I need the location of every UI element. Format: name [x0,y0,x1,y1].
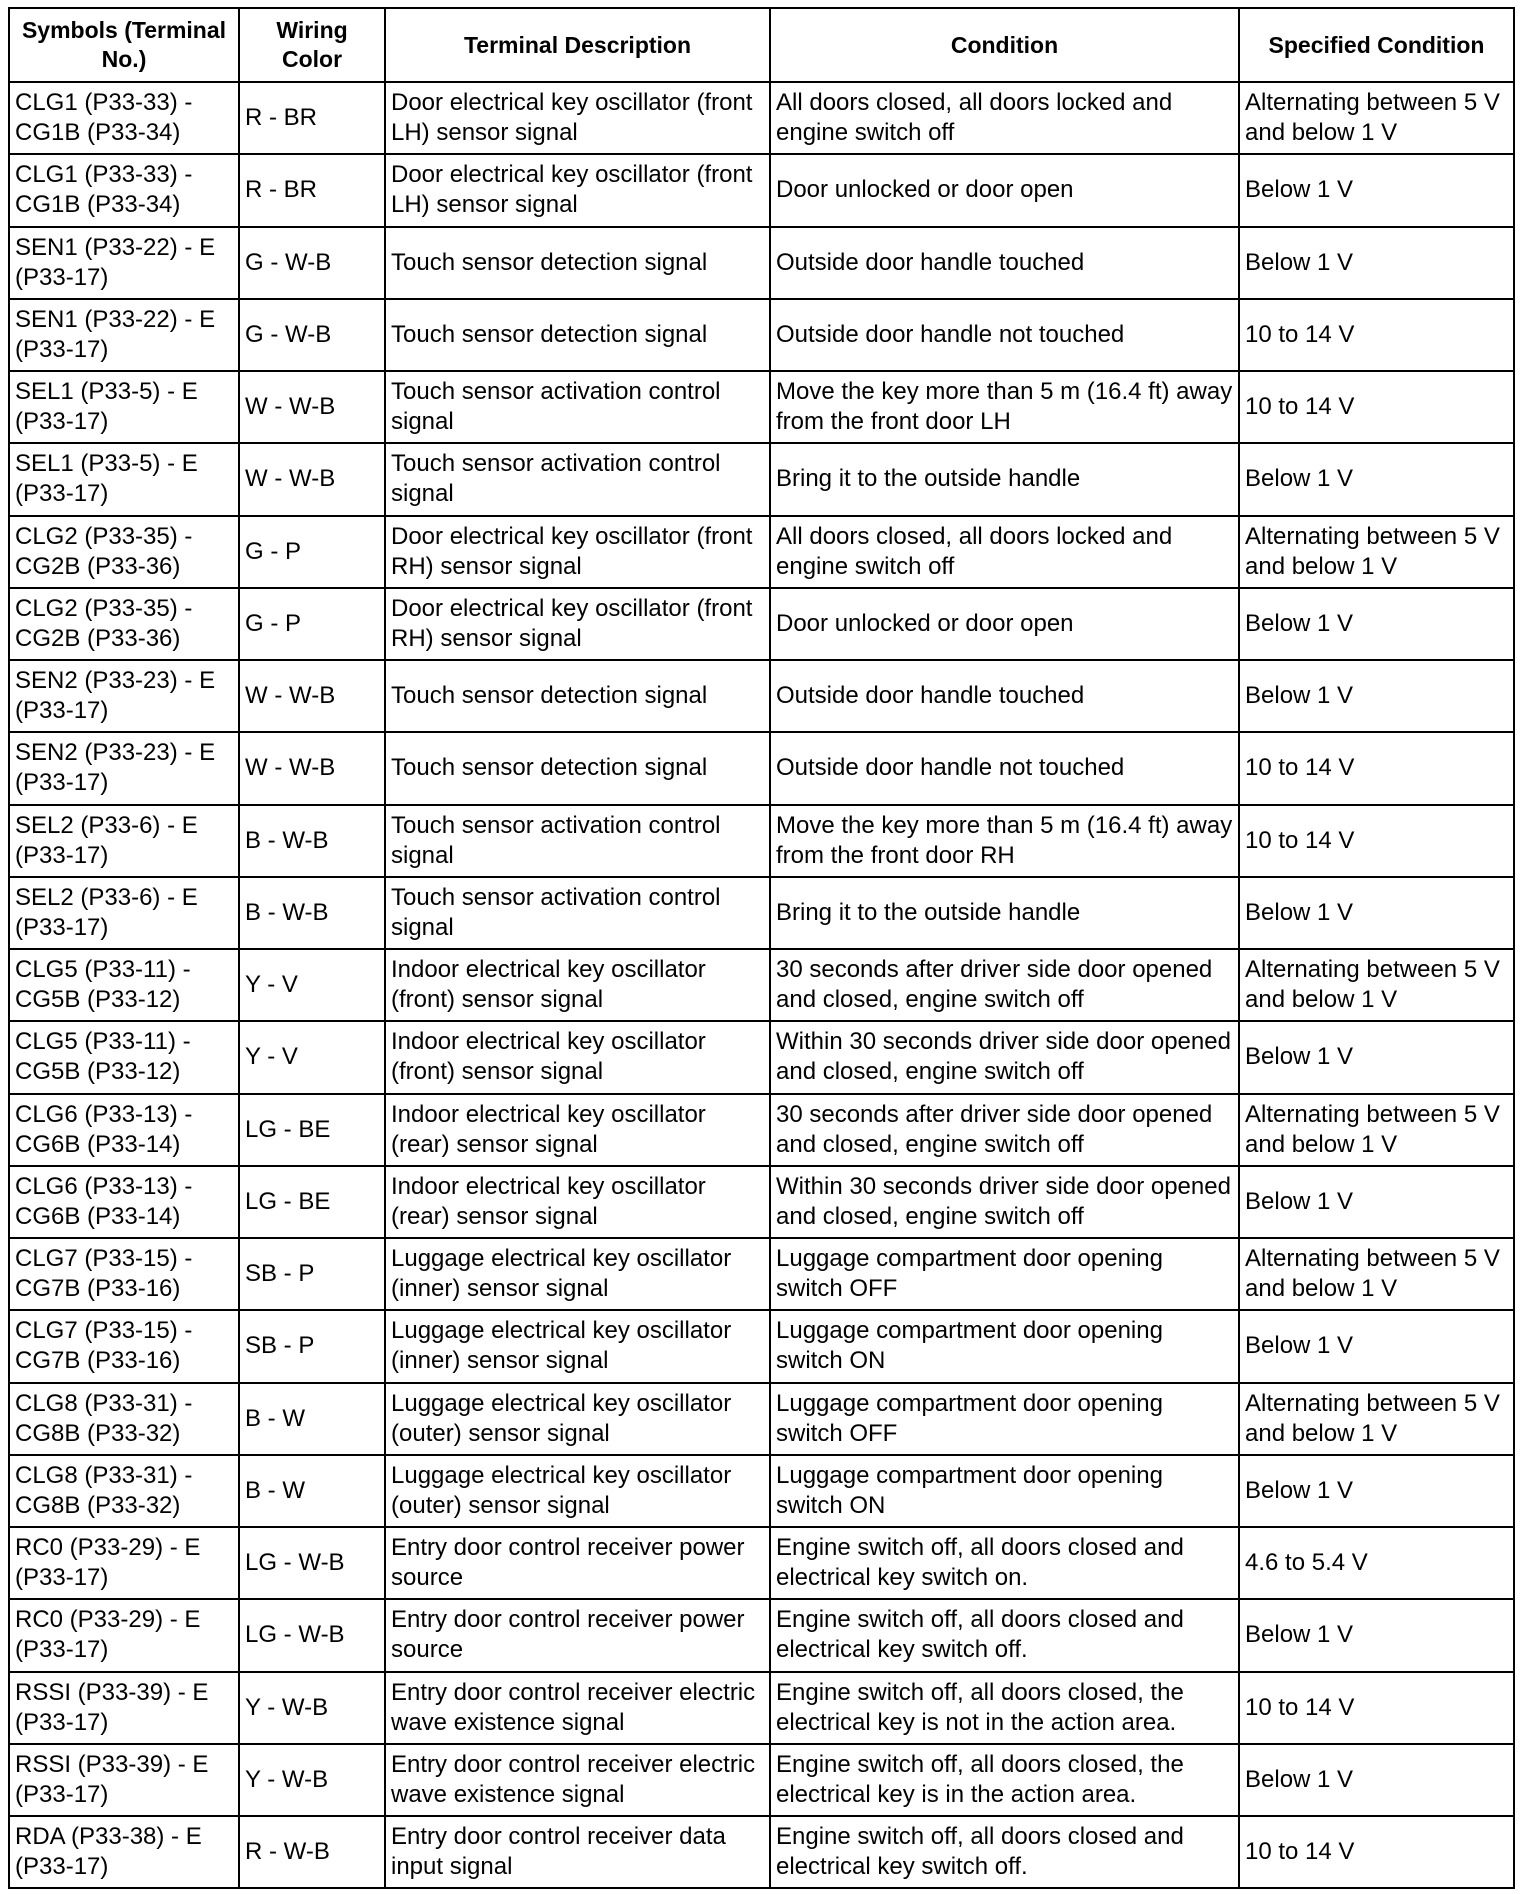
cell-condition: Bring it to the outside handle [770,877,1239,949]
cell-wiring-color: G - P [239,588,385,660]
cell-specified-condition: Below 1 V [1239,1455,1514,1527]
table-row [9,1599,1514,1671]
cell-symbols: RC0 (P33-29) - E (P33-17) [9,1527,239,1599]
cell-symbols: CLG1 (P33-33) - CG1B (P33-34) [9,82,239,154]
cell-wiring-color: B - W [239,1455,385,1527]
cell-terminal-description: Touch sensor detection signal [385,299,770,371]
cell-specified-condition: Below 1 V [1239,227,1514,299]
cell-condition: Move the key more than 5 m (16.4 ft) away from the front door LH [770,371,1239,443]
cell-condition: All doors closed, all doors locked and engine switch off [770,516,1239,588]
cell-symbols: CLG2 (P33-35) - CG2B (P33-36) [9,588,239,660]
cell-specified-condition: 10 to 14 V [1239,732,1514,804]
table-body [9,82,1514,1888]
cell-symbols: SEL1 (P33-5) - E (P33-17) [9,443,239,515]
table-row [9,1021,1514,1093]
table-row [9,1672,1514,1744]
table-row [9,227,1514,299]
table-row [9,371,1514,443]
cell-symbols: RDA (P33-38) - E (P33-17) [9,1816,239,1888]
cell-wiring-color: Y - V [239,1021,385,1093]
cell-condition: Door unlocked or door open [770,154,1239,226]
cell-specified-condition: Below 1 V [1239,660,1514,732]
cell-wiring-color: LG - W-B [239,1527,385,1599]
cell-condition: Engine switch off, all doors closed and electrical key switch off. [770,1599,1239,1671]
header-terminal-description: Terminal Description [385,8,770,82]
table-row [9,949,1514,1021]
table-row [9,1310,1514,1382]
cell-specified-condition: Below 1 V [1239,1310,1514,1382]
cell-specified-condition: 10 to 14 V [1239,1816,1514,1888]
table-row [9,443,1514,515]
cell-symbols: CLG7 (P33-15) - CG7B (P33-16) [9,1238,239,1310]
table-row [9,1383,1514,1455]
cell-wiring-color: W - W-B [239,371,385,443]
cell-terminal-description: Entry door control receiver data input signal [385,1816,770,1888]
cell-condition: Luggage compartment door opening switch ON [770,1455,1239,1527]
cell-symbols: CLG5 (P33-11) - CG5B (P33-12) [9,949,239,1021]
table-row [9,732,1514,804]
cell-terminal-description: Indoor electrical key oscillator (front) sensor signal [385,1021,770,1093]
cell-terminal-description: Indoor electrical key oscillator (rear) sensor signal [385,1094,770,1166]
cell-specified-condition: 10 to 14 V [1239,371,1514,443]
cell-symbols: CLG1 (P33-33) - CG1B (P33-34) [9,154,239,226]
cell-condition: Engine switch off, all doors closed and electrical key switch off. [770,1816,1239,1888]
cell-condition: Within 30 seconds driver side door opened and closed, engine switch off [770,1021,1239,1093]
cell-condition: Outside door handle not touched [770,299,1239,371]
cell-wiring-color: SB - P [239,1238,385,1310]
table-row [9,805,1514,877]
cell-symbols: SEN2 (P33-23) - E (P33-17) [9,660,239,732]
cell-specified-condition: Alternating between 5 V and below 1 V [1239,516,1514,588]
cell-specified-condition: Alternating between 5 V and below 1 V [1239,949,1514,1021]
table-row [9,1527,1514,1599]
table-row [9,588,1514,660]
cell-specified-condition: Below 1 V [1239,877,1514,949]
cell-condition: Move the key more than 5 m (16.4 ft) away from the front door RH [770,805,1239,877]
cell-condition: Outside door handle not touched [770,732,1239,804]
cell-condition: Outside door handle touched [770,660,1239,732]
cell-wiring-color: Y - W-B [239,1672,385,1744]
cell-symbols: RSSI (P33-39) - E (P33-17) [9,1744,239,1816]
cell-specified-condition: 10 to 14 V [1239,1672,1514,1744]
cell-wiring-color: LG - BE [239,1166,385,1238]
cell-wiring-color: R - BR [239,82,385,154]
cell-symbols: CLG2 (P33-35) - CG2B (P33-36) [9,516,239,588]
cell-condition: All doors closed, all doors locked and engine switch off [770,82,1239,154]
cell-wiring-color: G - P [239,516,385,588]
table-row [9,299,1514,371]
cell-wiring-color: B - W-B [239,805,385,877]
cell-terminal-description: Door electrical key oscillator (front RH) sensor signal [385,516,770,588]
cell-terminal-description: Luggage electrical key oscillator (outer) sensor signal [385,1383,770,1455]
cell-terminal-description: Touch sensor activation control signal [385,877,770,949]
cell-specified-condition: Below 1 V [1239,443,1514,515]
header-wiring-color: Wiring Color [239,8,385,82]
cell-symbols: SEL2 (P33-6) - E (P33-17) [9,805,239,877]
cell-symbols: CLG7 (P33-15) - CG7B (P33-16) [9,1310,239,1382]
cell-terminal-description: Entry door control receiver power source [385,1599,770,1671]
cell-symbols: SEN1 (P33-22) - E (P33-17) [9,227,239,299]
table-row [9,82,1514,154]
table-row [9,154,1514,226]
cell-condition: Within 30 seconds driver side door opened and closed, engine switch off [770,1166,1239,1238]
cell-specified-condition: Below 1 V [1239,154,1514,226]
cell-wiring-color: B - W-B [239,877,385,949]
cell-condition: 30 seconds after driver side door opened and closed, engine switch off [770,949,1239,1021]
header-row [9,8,1514,82]
cell-specified-condition: Below 1 V [1239,1744,1514,1816]
cell-terminal-description: Luggage electrical key oscillator (inner) sensor signal [385,1310,770,1382]
cell-wiring-color: LG - W-B [239,1599,385,1671]
cell-terminal-description: Touch sensor activation control signal [385,371,770,443]
cell-specified-condition: 10 to 14 V [1239,299,1514,371]
table-row [9,877,1514,949]
cell-wiring-color: W - W-B [239,732,385,804]
header-condition: Condition [770,8,1239,82]
header-symbols: Symbols (Terminal No.) [9,8,239,82]
cell-wiring-color: R - W-B [239,1816,385,1888]
cell-condition: 30 seconds after driver side door opened and closed, engine switch off [770,1094,1239,1166]
cell-terminal-description: Luggage electrical key oscillator (outer) sensor signal [385,1455,770,1527]
cell-symbols: SEN2 (P33-23) - E (P33-17) [9,732,239,804]
table-row [9,660,1514,732]
cell-symbols: CLG8 (P33-31) - CG8B (P33-32) [9,1455,239,1527]
cell-specified-condition: Alternating between 5 V and below 1 V [1239,1383,1514,1455]
cell-terminal-description: Indoor electrical key oscillator (front) sensor signal [385,949,770,1021]
cell-specified-condition: 4.6 to 5.4 V [1239,1527,1514,1599]
table-row [9,1094,1514,1166]
table-row [9,1238,1514,1310]
cell-wiring-color: SB - P [239,1310,385,1382]
cell-specified-condition: Below 1 V [1239,1021,1514,1093]
cell-symbols: SEL2 (P33-6) - E (P33-17) [9,877,239,949]
cell-terminal-description: Touch sensor activation control signal [385,805,770,877]
cell-condition: Door unlocked or door open [770,588,1239,660]
cell-specified-condition: 10 to 14 V [1239,805,1514,877]
terminal-specification-table [8,7,1515,1889]
cell-wiring-color: Y - W-B [239,1744,385,1816]
table-row [9,516,1514,588]
header-specified-condition: Specified Condition [1239,8,1514,82]
cell-terminal-description: Entry door control receiver power source [385,1527,770,1599]
cell-wiring-color: R - BR [239,154,385,226]
cell-specified-condition: Below 1 V [1239,588,1514,660]
cell-symbols: SEL1 (P33-5) - E (P33-17) [9,371,239,443]
cell-wiring-color: G - W-B [239,227,385,299]
cell-wiring-color: G - W-B [239,299,385,371]
cell-wiring-color: LG - BE [239,1094,385,1166]
table-row [9,1744,1514,1816]
cell-wiring-color: W - W-B [239,443,385,515]
cell-condition: Luggage compartment door opening switch ON [770,1310,1239,1382]
cell-terminal-description: Door electrical key oscillator (front LH) sensor signal [385,82,770,154]
cell-wiring-color: Y - V [239,949,385,1021]
cell-symbols: RC0 (P33-29) - E (P33-17) [9,1599,239,1671]
table-row [9,1455,1514,1527]
cell-condition: Outside door handle touched [770,227,1239,299]
cell-condition: Engine switch off, all doors closed, the electrical key is in the action area. [770,1744,1239,1816]
cell-symbols: CLG5 (P33-11) - CG5B (P33-12) [9,1021,239,1093]
table-row [9,1816,1514,1888]
cell-wiring-color: W - W-B [239,660,385,732]
cell-specified-condition: Below 1 V [1239,1166,1514,1238]
cell-specified-condition: Alternating between 5 V and below 1 V [1239,1238,1514,1310]
cell-terminal-description: Touch sensor activation control signal [385,443,770,515]
cell-condition: Engine switch off, all doors closed and electrical key switch on. [770,1527,1239,1599]
cell-terminal-description: Luggage electrical key oscillator (inner) sensor signal [385,1238,770,1310]
cell-condition: Bring it to the outside handle [770,443,1239,515]
cell-terminal-description: Door electrical key oscillator (front LH) sensor signal [385,154,770,226]
cell-symbols: CLG6 (P33-13) - CG6B (P33-14) [9,1094,239,1166]
cell-condition: Luggage compartment door opening switch OFF [770,1383,1239,1455]
cell-specified-condition: Alternating between 5 V and below 1 V [1239,82,1514,154]
cell-symbols: SEN1 (P33-22) - E (P33-17) [9,299,239,371]
cell-specified-condition: Alternating between 5 V and below 1 V [1239,1094,1514,1166]
cell-condition: Engine switch off, all doors closed, the electrical key is not in the action area. [770,1672,1239,1744]
cell-specified-condition: Below 1 V [1239,1599,1514,1671]
cell-symbols: CLG8 (P33-31) - CG8B (P33-32) [9,1383,239,1455]
cell-terminal-description: Touch sensor detection signal [385,660,770,732]
cell-wiring-color: B - W [239,1383,385,1455]
cell-terminal-description: Touch sensor detection signal [385,227,770,299]
cell-condition: Luggage compartment door opening switch OFF [770,1238,1239,1310]
cell-terminal-description: Indoor electrical key oscillator (rear) sensor signal [385,1166,770,1238]
cell-symbols: CLG6 (P33-13) - CG6B (P33-14) [9,1166,239,1238]
cell-terminal-description: Entry door control receiver electric wave existence signal [385,1744,770,1816]
cell-terminal-description: Entry door control receiver electric wave existence signal [385,1672,770,1744]
cell-symbols: RSSI (P33-39) - E (P33-17) [9,1672,239,1744]
cell-terminal-description: Door electrical key oscillator (front RH) sensor signal [385,588,770,660]
table-row [9,1166,1514,1238]
cell-terminal-description: Touch sensor detection signal [385,732,770,804]
